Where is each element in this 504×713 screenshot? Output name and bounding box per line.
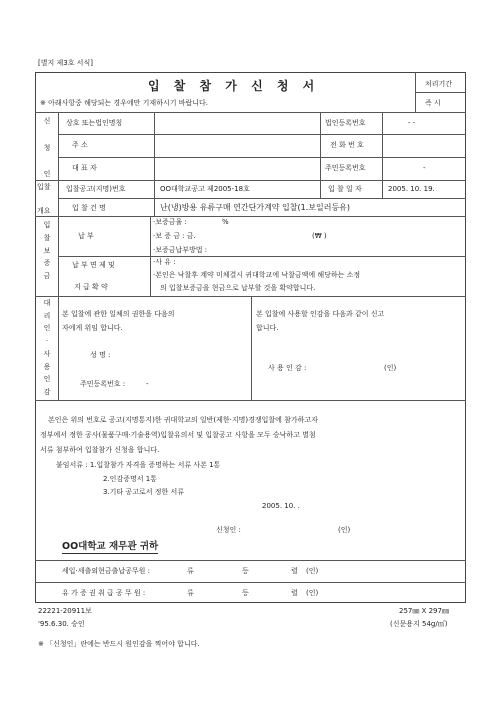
page-title: 입 찰 참 가 신 청 서	[148, 79, 320, 93]
declaration-line-3: 서류 첨부하여 입찰참가 신청을 합니다.	[40, 446, 160, 454]
agent-name-label: 성 명 :	[90, 351, 111, 359]
bid-section-label-top: 입찰	[37, 183, 51, 191]
officer-line-1-mark: (인)	[306, 567, 319, 575]
processing-period-label: 처리기간	[425, 80, 453, 88]
officer-line-2-grade: 등	[242, 589, 249, 597]
footer-note: ※ 「신청인」란에는 반드시 원인감을 찍어야 합니다.	[38, 640, 200, 648]
bid-date-value: 2005. 10. 19.	[388, 185, 435, 193]
exemption-reason-label: ·사 유 :	[153, 258, 176, 266]
address-label: 주 소	[72, 141, 88, 149]
footer-code: 22221-20911보	[38, 607, 92, 615]
seal-mark: (인)	[384, 364, 397, 372]
form-number: [별지 제3호 서식]	[38, 59, 93, 67]
pay-promise-label: 지 급 확 약	[74, 283, 108, 291]
applicant-section-label: 신 청 인	[43, 117, 51, 178]
bid-date-label: 입 찰 일 자	[328, 185, 362, 193]
promise-text-2: 의 입찰보증금을 현금으로 납부할 것을 확약합니다.	[160, 284, 316, 292]
declaration-line-2: 정부에서 정한 공사(물품구매·기술용역)입찰유의서 및 입찰공고 사항을 모두 승낙하고 별첨	[40, 431, 316, 439]
officer-line-1-rank: 류	[187, 567, 194, 575]
instruction-text: ※ 아래사항중 해당되는 경우에만 기재하시기 바랍니다.	[40, 99, 208, 107]
attachment-2: 2.인감증명서 1통	[103, 475, 157, 483]
notice-number-value: OO대학교공고 제2005-18호	[160, 185, 250, 193]
declaration-line-1: 본인은 위의 번호로 공고(지명통지)한 귀대학교의 일반(제한·지명)경쟁입찰에 참가하고자	[48, 416, 318, 424]
applicant-signature-label: 신청인 :	[216, 526, 241, 534]
deposit-amount-won: (₩ )	[312, 232, 327, 240]
resident-reg-label: 주민등록번호	[325, 164, 366, 172]
bid-item-label: 입 찰 건 명	[72, 204, 106, 212]
attachment-3: 3.기타 공고로서 정한 서류	[103, 488, 184, 496]
phone-label: 전 화 번 호	[330, 141, 364, 149]
processing-period-value: 즉 시	[425, 99, 441, 107]
officer-line-2-rank: 류	[187, 589, 194, 597]
deposit-rate-unit: %	[222, 218, 229, 226]
seal-text-2: 합니다.	[256, 324, 279, 332]
seal-text-1: 본 입찰에 사용할 인감을 다음과 같이 신고	[256, 310, 385, 318]
representative-label: 대 표 자	[72, 164, 97, 172]
officer-line-2-mark: (인)	[306, 589, 319, 597]
notice-number-label: 입찰공고(지명)번호	[66, 185, 126, 193]
corp-reg-label: 법인등록번호	[325, 119, 366, 127]
recipient: OO대학교 재무관 귀하	[62, 541, 159, 552]
footer-approval: '95.6.30. 승인	[38, 620, 85, 628]
delegate-text-2: 자에게 위임 합니다.	[62, 324, 123, 332]
deposit-rate-label: ·보증금율 :	[153, 218, 187, 226]
agent-resident-value: -	[146, 380, 149, 388]
officer-line-1-name: 렬	[291, 567, 298, 575]
bid-item-value: 난(냉)방용 유류구매 연간단가계약 입찰(1.보일러등유)	[160, 203, 351, 212]
agent-section-label: 대 리 인 · 사 용 인 감	[43, 299, 51, 396]
deposit-method-label: ·보증금납부방법 :	[153, 246, 208, 254]
exemption-label: 납 부 면 제 및	[72, 261, 115, 269]
delegate-text-1: 본 입찰에 관한 일체의 권한을 다음의	[62, 310, 175, 318]
agent-resident-label: 주민등록번호 :	[80, 380, 126, 388]
promise-text-1: ·본인은 낙찰후 계약 미체결시 귀대학교에 낙찰금액에 해당하는 소정	[153, 271, 361, 279]
footer-size: 257㎜ X 297㎜	[399, 607, 449, 615]
officer-line-1-label: 세입·세출외현금출납공무원 :	[62, 567, 150, 575]
corp-reg-value: - -	[408, 119, 416, 127]
attachment-1: 붙임서류 : 1.입찰참가 자격을 증명하는 서류 사본 1통	[56, 461, 221, 469]
seal-label: 사 용 인 감 :	[268, 364, 307, 372]
bid-section-label-bottom: 개요	[37, 207, 51, 215]
declaration-date: 2005. 10. .	[262, 502, 300, 510]
officer-line-2-label: 유 가 증 권 취 급 공 무 원 :	[62, 589, 146, 597]
officer-line-1-grade: 등	[242, 567, 249, 575]
deposit-section-label: 입 찰 보 증 금	[43, 221, 51, 280]
resident-reg-value: -	[423, 164, 426, 172]
company-name-label: 상호 또는법인명칭	[66, 119, 123, 127]
officer-line-2-name: 렬	[291, 589, 298, 597]
applicant-signature-mark: (인)	[338, 526, 351, 534]
payment-label: 납 부	[78, 232, 94, 240]
deposit-amount-label: ·보 증 금 : 금.	[153, 232, 196, 240]
footer-paper: (신문용지 54g/㎡)	[390, 620, 448, 628]
